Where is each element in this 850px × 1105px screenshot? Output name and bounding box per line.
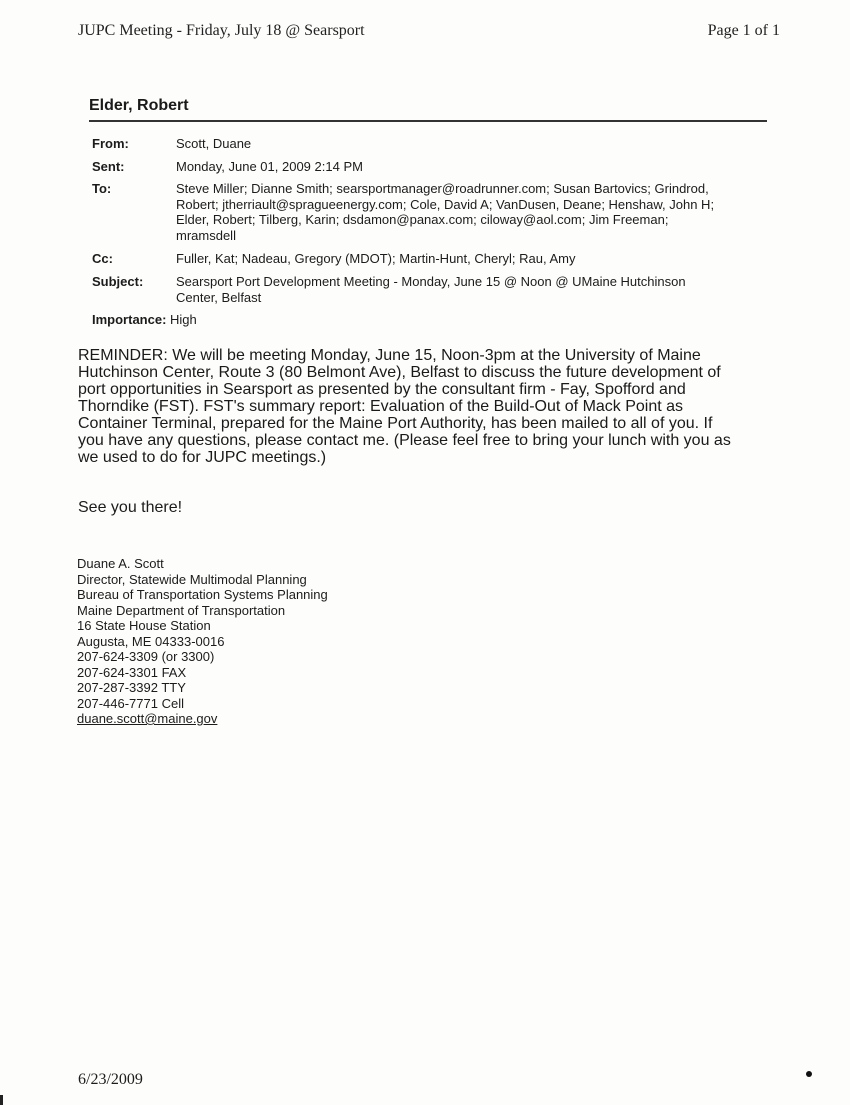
subject-line: Searsport Port Development Meeting - Monday, June 15 @ Noon @ UMaine Hutchinson xyxy=(176,274,686,289)
cc-label: Cc: xyxy=(92,251,113,266)
body-line: port opportunities in Searsport as presented by the consultant firm - Fay, Spofford and xyxy=(78,381,686,398)
signature-fax: 207-624-3301 FAX xyxy=(77,664,187,680)
mailbox-owner: Elder, Robert xyxy=(89,97,189,114)
sent-label: Sent: xyxy=(92,159,125,174)
message-body xyxy=(78,347,778,466)
sent-value: Monday, June 01, 2009 2:14 PM xyxy=(176,159,363,174)
body-line: REMINDER: We will be meeting Monday, June 15, Noon-3pm at the University of Maine xyxy=(78,347,701,364)
signature-email-link[interactable]: duane.scott@maine.gov xyxy=(77,711,218,726)
body-line: Hutchinson Center, Route 3 (80 Belmont Ave), Belfast to discuss the future development of xyxy=(78,364,721,381)
page-number: Page 1 of 1 xyxy=(707,22,780,39)
header-divider xyxy=(89,120,767,122)
signature-title: Director, Statewide Multimodal Planning xyxy=(77,571,307,587)
signature-address-2: Augusta, ME 04333-0016 xyxy=(77,633,225,649)
signature-tty: 207-287-3392 TTY xyxy=(77,680,186,695)
from-label: From: xyxy=(92,136,129,151)
signature-phone: 207-624-3309 (or 3300) xyxy=(77,649,215,664)
to-line: Steve Miller; Dianne Smith; searsportmanager@roadrunner.com; Susan Bartovics; Grindrod, xyxy=(176,181,709,196)
to-line: Robert; jtherriault@spragueenergy.com; Cole, David A; VanDusen, Deane; Henshaw, John H; xyxy=(176,196,715,212)
print-date: 6/23/2009 xyxy=(78,1071,143,1088)
signature-block xyxy=(77,556,328,727)
body-line: Container Terminal, prepared for the Maine Port Authority, has been mailed to all of you. If xyxy=(78,415,713,432)
signature-name: Duane A. Scott xyxy=(77,556,164,571)
page-header xyxy=(78,22,780,44)
scan-artifact-dot xyxy=(806,1071,812,1077)
importance-label: Importance: xyxy=(92,312,167,327)
to-line: Elder, Robert; Tilberg, Karin; dsdamon@panax.com; ciloway@aol.com; Jim Freeman; xyxy=(176,212,669,227)
importance-value: High xyxy=(170,312,197,327)
signature-department: Maine Department of Transportation xyxy=(77,602,286,618)
to-line: mramsdell xyxy=(176,227,236,243)
from-value: Scott, Duane xyxy=(176,136,252,151)
document-title: JUPC Meeting - Friday, July 18 @ Searsport xyxy=(78,22,365,39)
body-line: we used to do for JUPC meetings.) xyxy=(78,449,327,466)
body-line: Thorndike (FST). FST's summary report: Evaluation of the Build-Out of Mack Point as xyxy=(78,398,684,415)
closing-line: See you there! xyxy=(78,499,183,516)
cc-value: Fuller, Kat; Nadeau, Gregory (MDOT); Martin-Hunt, Cheryl; Rau, Amy xyxy=(176,251,576,266)
to-label: To: xyxy=(92,181,112,196)
signature-cell: 207-446-7771 Cell xyxy=(77,695,184,711)
importance-row xyxy=(92,312,197,327)
body-line: you have any questions, please contact me. (Please feel free to bring your lunch with you as xyxy=(78,432,731,449)
subject-value xyxy=(176,274,772,305)
signature-address-1: 16 State House Station xyxy=(77,618,211,633)
scan-artifact-mark xyxy=(0,1095,3,1105)
subject-line: Center, Belfast xyxy=(176,289,262,305)
signature-bureau: Bureau of Transportation Systems Planning xyxy=(77,587,328,602)
subject-label: Subject: xyxy=(92,274,144,289)
to-recipients xyxy=(176,181,772,243)
